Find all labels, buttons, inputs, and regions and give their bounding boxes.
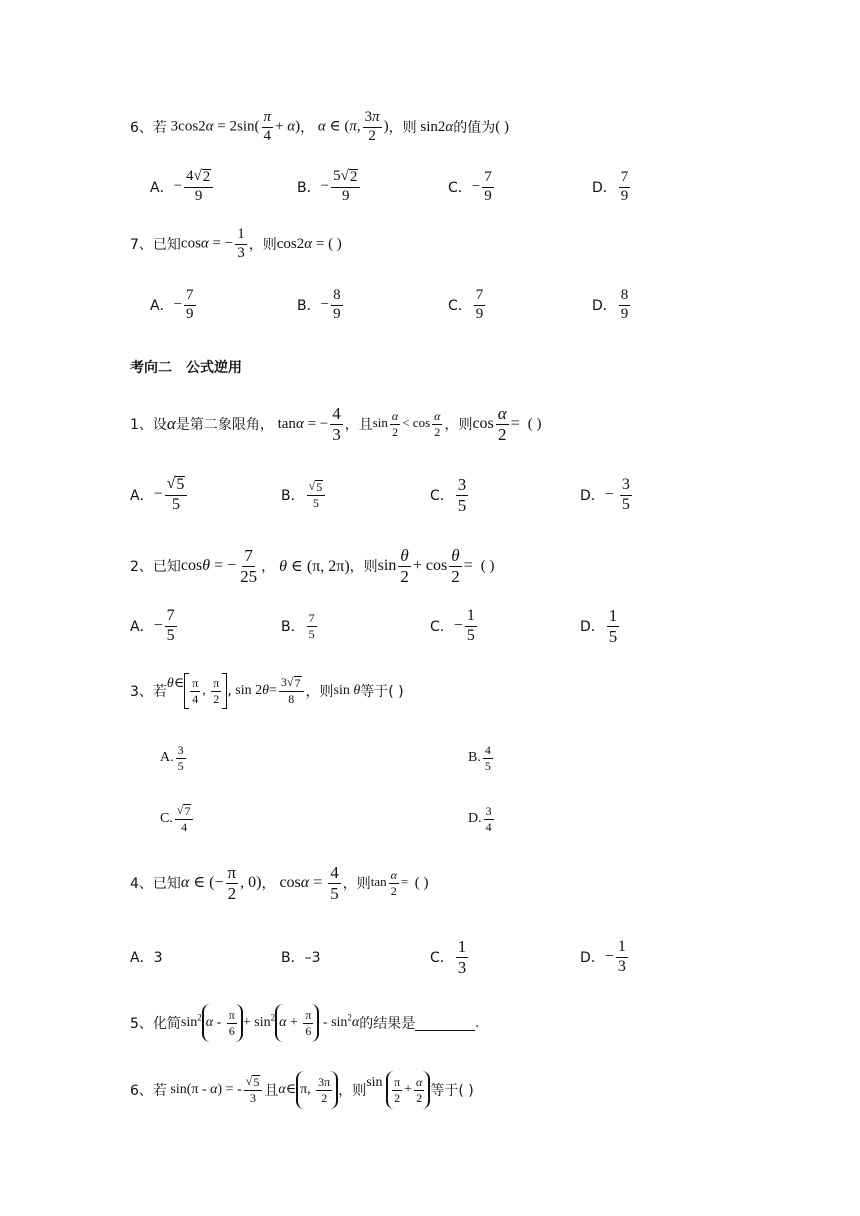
question-6-prior: 6、 若 3cos2α = 2sin( $\frac{\pi}{4}$ + α) ， α ∈ (π, $\frac{3\pi}{2}$ ) ，则 sin2α 的值为 ( )	[130, 108, 510, 144]
fill-blank	[415, 1016, 475, 1031]
option-b: B． $\frac{7}{5}$	[281, 610, 315, 641]
option-d: D． $\frac{8}{9}$	[592, 286, 629, 322]
option-a: A． − $\frac{7}{5}$	[130, 606, 175, 644]
option-d: D． − $\frac{3}{5}$	[580, 475, 630, 513]
option-a: A． − 4 √ 2 9	[150, 162, 215, 212]
question-number: 6、	[130, 1083, 153, 1099]
option-c: C． $\frac{1}{3}$	[430, 936, 467, 977]
problem-6: 6、 若 sin(π - α) = - √ 5 3 且 α∈ π, $\frac{3\pi}{2}$ ，则 sin $\frac{\pi}{2}$ + $\frac{\alpha}{2}$ 等于( )	[130, 1060, 474, 1120]
answer-blank: ( )	[480, 557, 495, 574]
answer-blank: ( )	[328, 235, 342, 252]
problem-3: 3、 若 θ∈ $\frac{\pi}{4}$ , $\frac{\pi}{2}$ , sin 2θ= 3 √ 7 8 ，则 sin θ 等于( )	[130, 661, 404, 721]
question-7: 7、 已知 cosα = − $\frac{1}{3}$ ，则 cos2α = ( )	[130, 225, 342, 261]
option-a: A. $\frac{3}{5}$	[160, 742, 184, 773]
option-b: B． − $\frac{8}{9}$	[297, 286, 341, 322]
question-number: 6、	[130, 120, 153, 136]
answer-blank: ( )	[527, 415, 542, 432]
math-expression: 3cos2α = 2sin( $\frac{\pi}{4}$ + α)	[166, 108, 301, 144]
question-text: 若	[152, 120, 167, 136]
option-c: C． − $\frac{7}{9}$	[448, 168, 492, 204]
question-number: 5、	[130, 1016, 153, 1032]
math-expression: α ∈ (π, $\frac{3\pi}{2}$ )	[317, 108, 389, 144]
option-c: C. √ 7 4	[160, 794, 195, 844]
question-number: 2、	[130, 559, 153, 575]
option-a: A．3	[130, 950, 163, 966]
option-d: D． $\frac{7}{9}$	[592, 168, 629, 204]
question-number: 1、	[130, 417, 153, 433]
problem-2: 2、 已知 cosθ = − $\frac{7}{25}$ ， θ ∈ (π, 2π) ，则 sin $\frac{\theta}{2}$ + cos $\frac{\theta}{2}$ = ( )	[130, 545, 495, 586]
option-c: C． $\frac{3}{5}$	[430, 474, 467, 515]
option-b: B．–3	[281, 950, 321, 966]
section-heading: 考向二 公式逆用	[130, 360, 242, 376]
question-number: 7、	[130, 237, 153, 253]
option-b: B． − 5 √ 2 9	[297, 162, 362, 212]
answer-blank: ( )	[414, 874, 429, 891]
math-expression: sin2α	[416, 118, 454, 135]
problem-1: 1、 设 α 是第二象限角， tanα = − $\frac{4}{3}$ ，且 sin $\frac{\alpha}{2}$ < cos $\frac{\alpha}{2}$ ，则 cos $\frac{\alpha}{2}$ = ( )	[130, 403, 542, 444]
option-d: D. $\frac{3}{4}$	[468, 803, 492, 834]
question-number: 4、	[130, 876, 153, 892]
answer-blank: ( )	[495, 118, 510, 135]
option-c: C． $\frac{7}{9}$	[448, 286, 484, 322]
question-number: 3、	[130, 684, 153, 700]
option-c: C． − $\frac{1}{5}$	[430, 606, 475, 644]
option-b: B. $\frac{4}{5}$	[468, 742, 491, 773]
option-b: B． √ 5 5	[281, 470, 327, 520]
option-a: A． − √ 5 5	[130, 470, 189, 520]
option-a: A． − $\frac{7}{9}$	[150, 286, 194, 322]
option-d: D． $\frac{1}{5}$	[580, 605, 618, 646]
option-d: D． − $\frac{1}{3}$	[580, 937, 626, 975]
problem-4: 4、 已知 α ∈ (− $\frac{\pi}{2}$ , 0) ， cosα = $\frac{4}{5}$ ，则 tan $\frac{\alpha}{2}$ = ( )	[130, 862, 429, 903]
problem-5: 5、 化简 $\sin^2$ α - $\frac{\pi}{6}$ + $\sin^2$ α + $\frac{\pi}{6}$ - $\sin^2\alpha$ 的结果是 .	[130, 993, 479, 1053]
